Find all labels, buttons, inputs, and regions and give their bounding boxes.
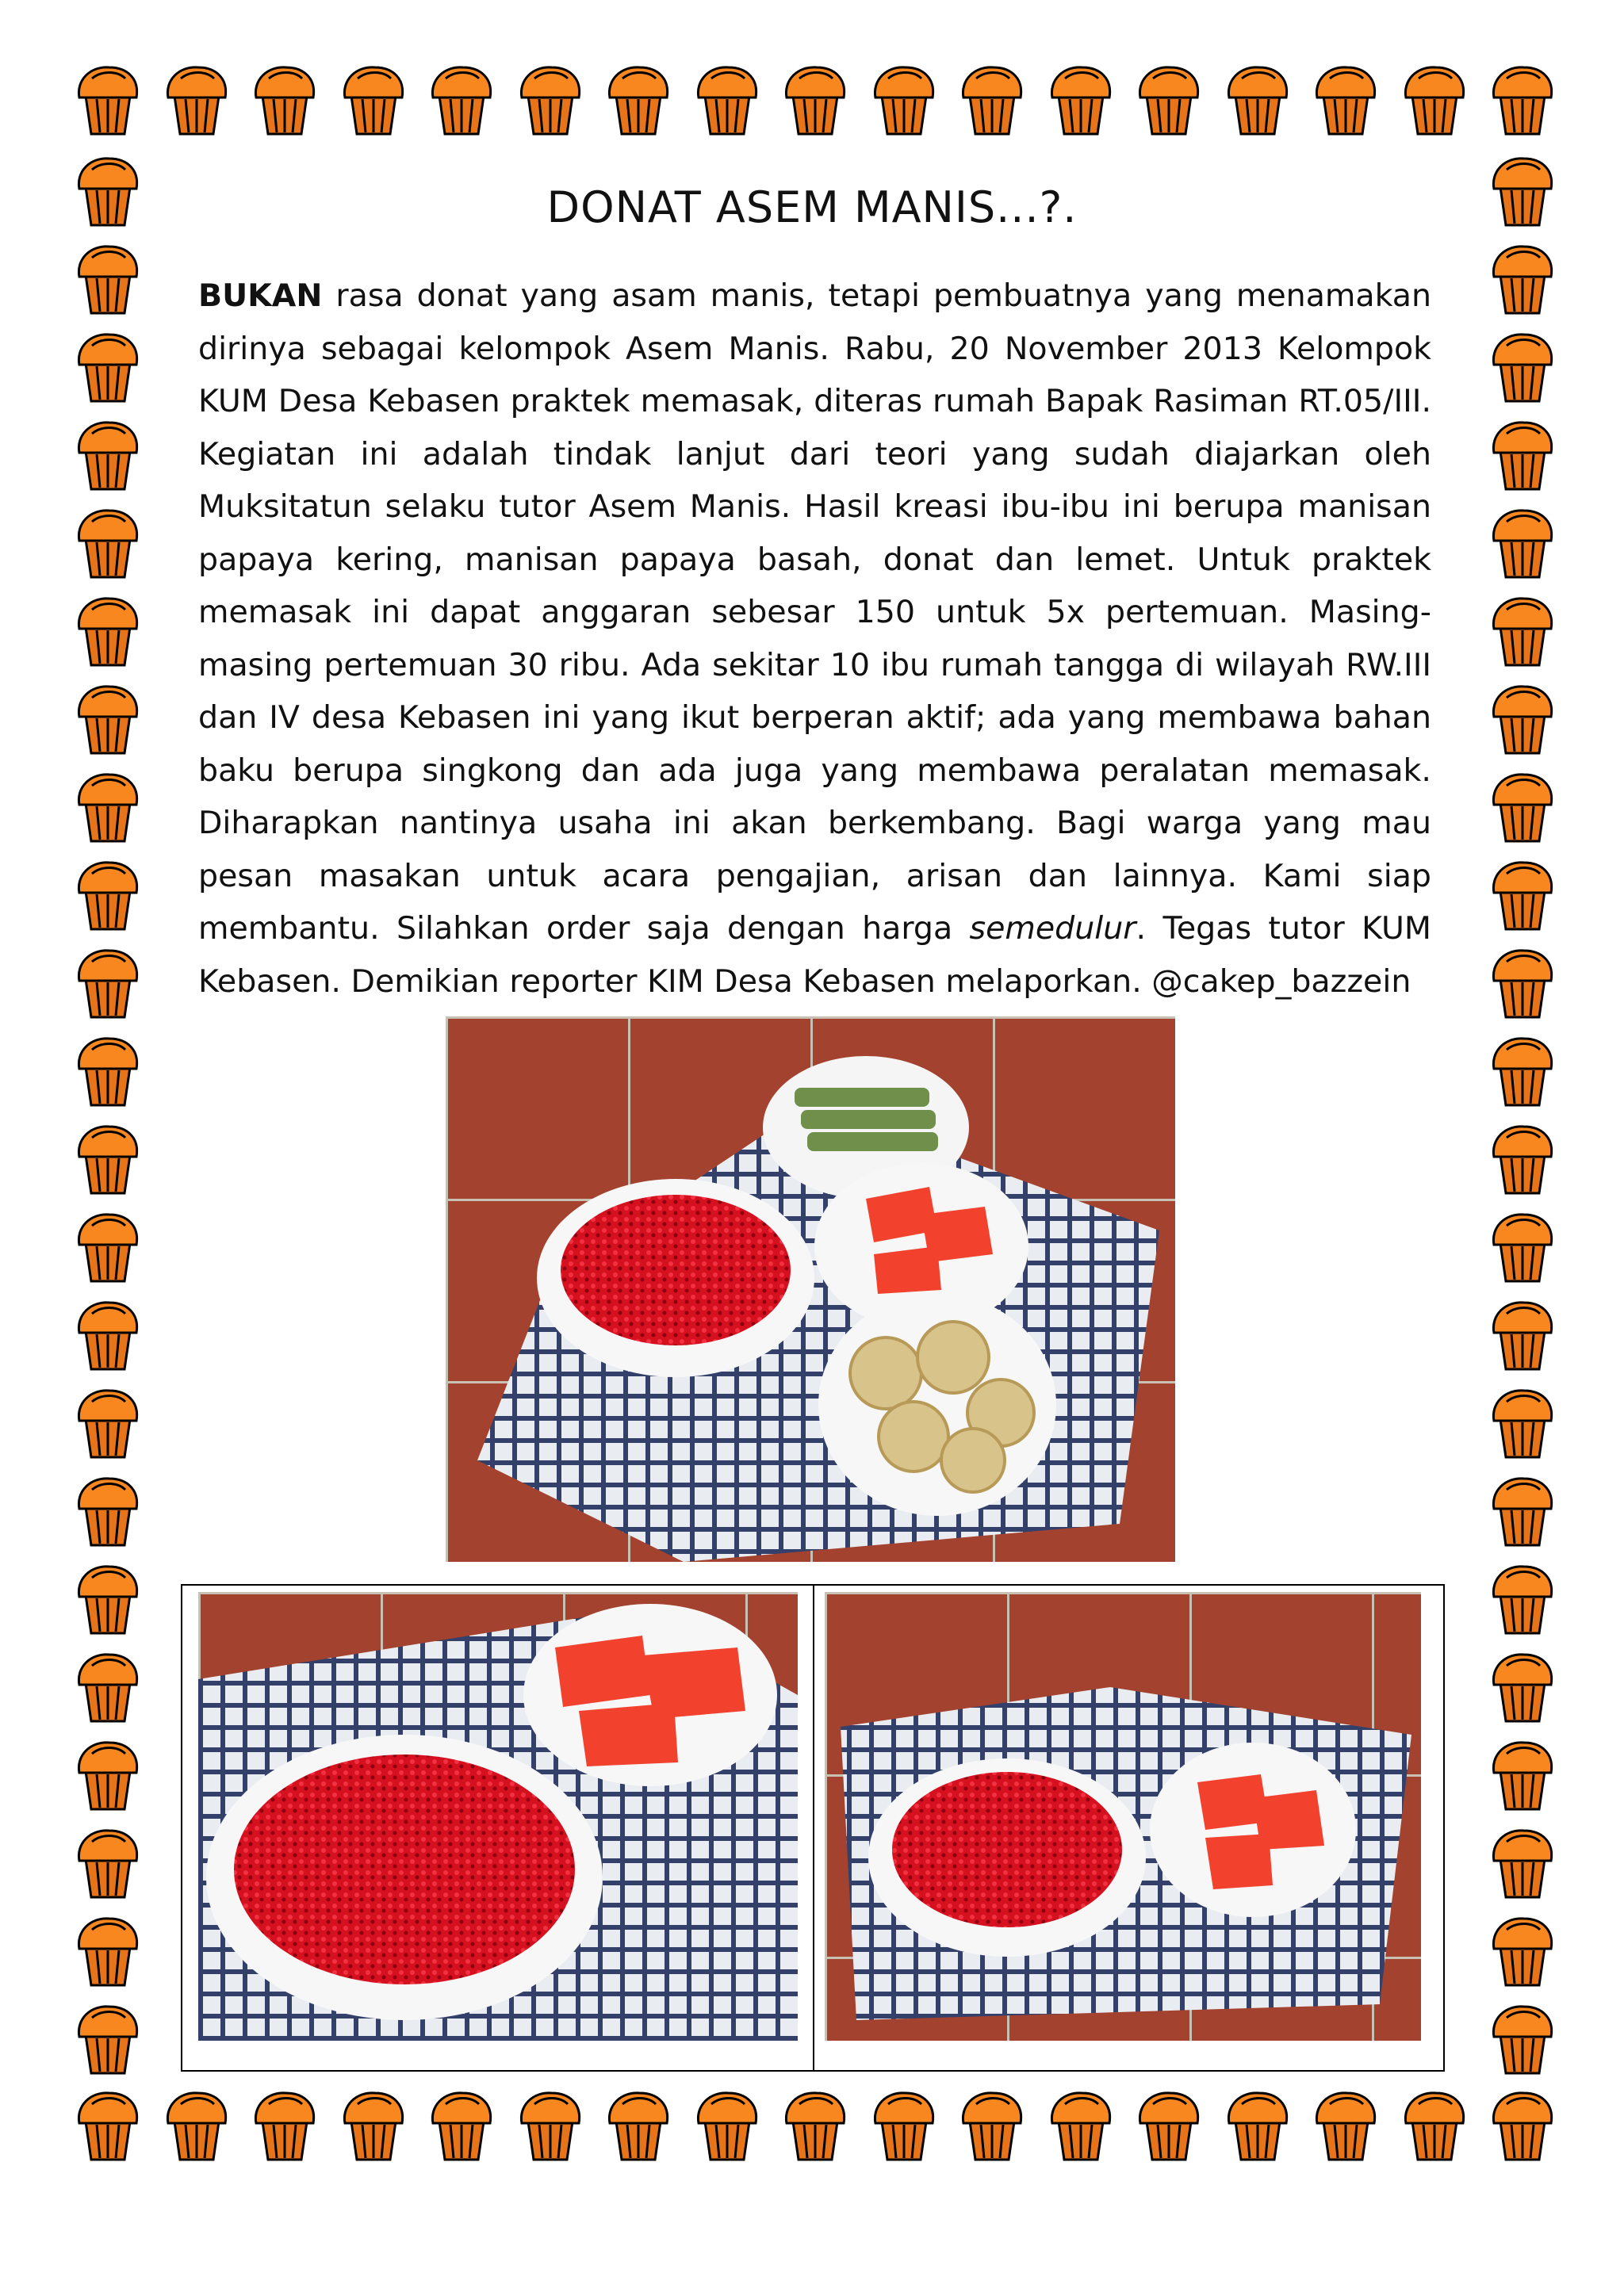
muffin-icon xyxy=(340,61,407,137)
muffin-icon xyxy=(75,1648,141,1724)
muffin-icon xyxy=(1224,2087,1291,2163)
muffin-icon xyxy=(75,768,141,844)
muffin-icon xyxy=(428,2087,495,2163)
muffin-icon xyxy=(694,61,760,137)
italic-word: semedulur xyxy=(969,910,1136,947)
article-text-1: rasa donat yang asam manis, tetapi pembuatnya yang menamakan dirinya sebagai kelompok Asem Manis. Rabu, 20 November 2013 Kelompok KUM Desa Kebasen praktek memasak, diteras rumah Bapak Rasiman RT.05/III. Kegiatan ini adalah tindak lanjut dari teori yang sudah diajarkan oleh Muksitatun selaku tutor Asem Manis. Hasil kreasi ibu-ibu ini berupa manisan papaya kering, manisan papaya basah, donat dan lemet. Untuk praktek memasak ini dapat anggaran sebesar 150 untuk 5x pertemuan. Masing-masing pertemuan 30 ribu. Ada sekitar 10 ibu rumah tangga di wilayah RW.III dan IV desa Kebasen ini yang ikut berperan aktif; ada yang membawa bahan baku berupa singkong dan ada juga yang membawa peralatan memasak. Diharapkan nantinya usaha ini akan berkembang. Bagi warga yang mau pesan masakan untuk acara pengajian, arisan dan lainnya. Kami siap membantu. Silahkan order saja dengan harga xyxy=(198,277,1431,947)
muffin-icon xyxy=(75,680,141,756)
muffin-icon xyxy=(1489,1384,1556,1460)
muffin-icon xyxy=(75,1384,141,1460)
muffin-icon xyxy=(251,2087,318,2163)
photo-red-dishes-wide xyxy=(825,1592,1421,2041)
muffin-icon xyxy=(75,1912,141,1988)
muffin-icon xyxy=(1048,2087,1114,2163)
muffin-icon xyxy=(1489,1736,1556,1812)
muffin-icon xyxy=(1489,2000,1556,2076)
muffin-icon xyxy=(1312,61,1379,137)
muffin-icon xyxy=(959,2087,1025,2163)
muffin-icon xyxy=(75,856,141,932)
muffin-icon xyxy=(1489,328,1556,404)
muffin-icon xyxy=(75,1296,141,1372)
muffin-icon xyxy=(1489,1912,1556,1988)
muffin-icon xyxy=(517,2087,584,2163)
muffin-icon xyxy=(782,61,848,137)
muffin-icon xyxy=(1489,944,1556,1020)
muffin-icon xyxy=(163,61,230,137)
muffin-icon xyxy=(782,2087,848,2163)
muffin-icon xyxy=(75,1120,141,1196)
muffin-icon xyxy=(75,1208,141,1284)
muffin-icon xyxy=(1048,61,1114,137)
muffin-icon xyxy=(1489,1208,1556,1284)
muffin-icon xyxy=(1401,61,1468,137)
muffin-icon xyxy=(605,2087,672,2163)
muffin-icon xyxy=(75,2000,141,2076)
muffin-icon xyxy=(1489,1648,1556,1724)
article-text-2: . Tegas tutor KUM Kebasen. Demikian reporter KIM Desa Kebasen melaporkan. @cakep_bazzein xyxy=(198,910,1431,1000)
muffin-icon xyxy=(75,1824,141,1900)
muffin-icon xyxy=(75,592,141,668)
muffin-icon xyxy=(871,2087,937,2163)
muffin-icon xyxy=(694,2087,760,2163)
muffin-icon xyxy=(1489,1472,1556,1548)
muffin-icon xyxy=(163,2087,230,2163)
muffin-icon xyxy=(959,61,1025,137)
muffin-icon xyxy=(1312,2087,1379,2163)
muffin-icon xyxy=(75,1736,141,1812)
photo-red-dishes-closeup xyxy=(198,1592,798,2041)
muffin-icon xyxy=(1489,61,1556,137)
table-divider xyxy=(813,1586,814,2070)
muffin-icon xyxy=(251,61,318,137)
muffin-icon xyxy=(1136,2087,1202,2163)
muffin-icon xyxy=(340,2087,407,2163)
muffin-icon xyxy=(75,328,141,404)
muffin-icon xyxy=(1489,680,1556,756)
muffin-icon xyxy=(1401,2087,1468,2163)
muffin-icon xyxy=(1489,504,1556,580)
lead-word: BUKAN xyxy=(198,277,323,314)
muffin-icon xyxy=(1489,2087,1556,2163)
muffin-icon xyxy=(75,61,141,137)
muffin-icon xyxy=(1224,61,1291,137)
muffin-icon xyxy=(1489,856,1556,932)
muffin-icon xyxy=(75,944,141,1020)
muffin-icon xyxy=(1489,1120,1556,1196)
muffin-icon xyxy=(75,2087,141,2163)
muffin-icon xyxy=(1489,240,1556,316)
muffin-icon xyxy=(1136,61,1202,137)
muffin-icon xyxy=(1489,1032,1556,1108)
muffin-icon xyxy=(75,240,141,316)
muffin-icon xyxy=(1489,1296,1556,1372)
muffin-icon xyxy=(1489,1824,1556,1900)
page-title: DONAT ASEM MANIS...?. xyxy=(546,182,1078,232)
muffin-icon xyxy=(605,61,672,137)
article-body xyxy=(198,270,1431,1008)
muffin-icon xyxy=(75,504,141,580)
muffin-icon xyxy=(871,61,937,137)
muffin-icon xyxy=(75,1472,141,1548)
muffin-icon xyxy=(1489,1560,1556,1636)
muffin-icon xyxy=(1489,416,1556,492)
photo-dishes-overview xyxy=(446,1016,1175,1562)
muffin-icon xyxy=(1489,768,1556,844)
muffin-icon xyxy=(75,416,141,492)
muffin-icon xyxy=(1489,592,1556,668)
muffin-icon xyxy=(428,61,495,137)
muffin-icon xyxy=(75,1032,141,1108)
muffin-icon xyxy=(517,61,584,137)
muffin-icon xyxy=(75,1560,141,1636)
